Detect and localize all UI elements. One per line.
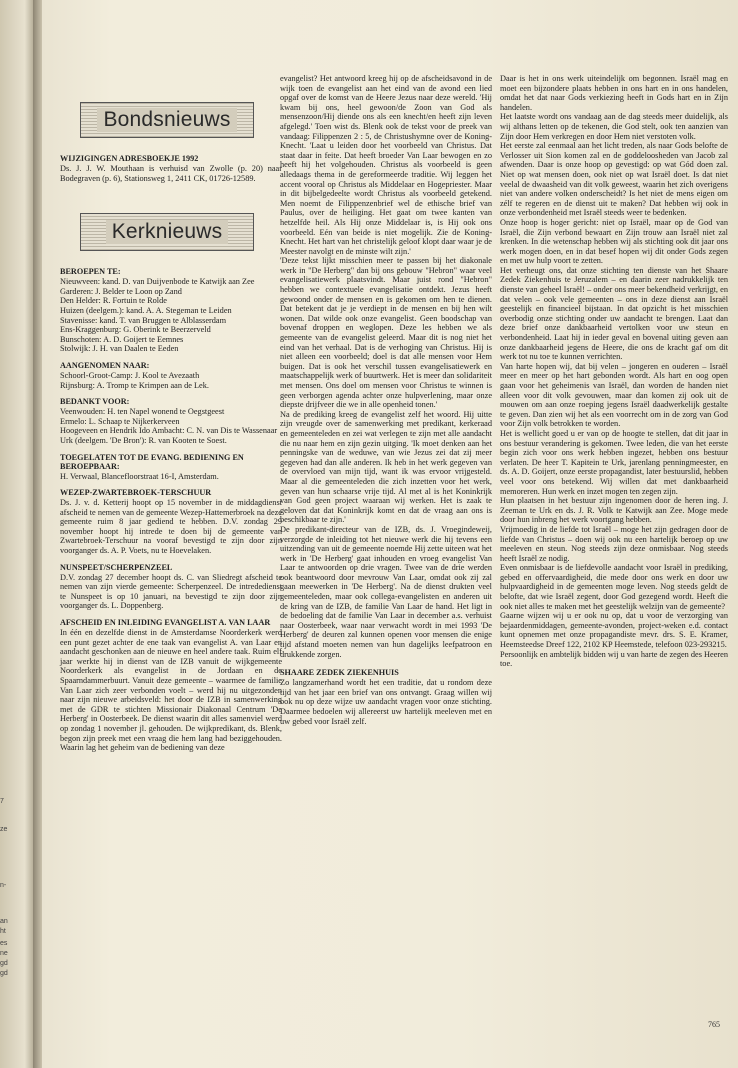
paragraph: Het verheugt ons, dat onze stichting ten dienste van het Shaare Zedek Ziekenhuis te Jeruzalem – en daarin zeer nadrukkelijk ten dienste van geheel Israël! – onder ons meer bekendheid verkrijgt, en dat velen – ook vele gemeenten – ons in deze dienst aan Israël geestelijk en financieel bijstaan. In dat opzicht is het misschien overbodig onze stichting onder uw aandacht te brengen. Laat dan deze brief onze dankbaarheid vertolken voor uw steun en verbondenheid. Laat hij in ieder geval en bovenal uiting geven aan onze dankbaarheid jegens de Heere, die ons de kracht gaf om dit werk tot nu toe te kunnen verrichten. (500, 265, 728, 362)
list-item: Huizen (deelgem.): kand. A. A. Stegeman te Leiden (60, 305, 232, 315)
prev-fragment: gd (0, 960, 8, 967)
list-item: Garderen: J. Belder te Loon op Zand (60, 286, 182, 296)
list-item: Stolwijk: J. H. van Daalen te Eeden (60, 344, 179, 354)
section-heading: AFSCHEID EN INLEIDING EVANGELIST A. VAN LAAR (60, 618, 271, 628)
section-heading: SHAARE ZEDEK ZIEKENHUIS (280, 668, 399, 678)
paragraph: De predikant-directeur van de IZB, ds. J. Vroegindeweij, verzorgde de inleiding tot het nieuwe werk die hij tevens een uitzending van uit de gemeente noemde Hij zette uiteen wat het werk in 'De Herberg' gaat inhouden en vroeg evangelist Van Laar te antwoorden op drie vragen. Twee van de drie werden ook beantwoord door mevrouw Van Laar, omdat ook zij zal gaan meewerken in 'De Herberg'. Na de dienst drukten veel gemeenteleden, maar ook collega-evangelisten en anderen uit de kring van de IZB, de familie Van Laar de hand. Het ligt in de bedoeling dat de familie Van Laar in december a.s. verhuist naar Oosterbeek, waar naar verwacht wordt in mei 1993 'De Herberg' de deuren zal kunnen openen voor mensen die enige tijd afstand moeten nemen van hun dagelijks leefpatroon en drukkende zorgen. (280, 524, 492, 659)
section-heading: AANGENOMEN NAAR: (60, 360, 150, 370)
paragraph: Het laatste wordt ons vandaag aan de dag steeds meer duidelijk, als wij althans letten op de tekenen, die God stelt, ook ten aanzien van Zijn door Hem verkregen en door Hem niet verstoten volk. (500, 112, 728, 141)
paragraph: evangelist? Het antwoord kreeg hij op de afscheidsavond in de wijk toen de evangelist aan het eind van de avond een lied opgaf over de komst van de Heere Jezus naar deze wereld. 'Hij kwam bij ons, heel gewoon/de Zoon van God als mensenzoon/Hij diende ons als een knecht/en heeft zijn leven afgelegd.' Toen wist ds. Blenk ook de tekst voor de preek van vandaag: Filippenzen 2 : 5, de Christushymne over de Koning-Knecht. 'Laat u leiden door het voorbeeld van Christus. Dat staat daar in feite. Dat heeft broeder Van Laar bewogen en zo heeft hij het volgehouden. Christus als voorbeeld is geen alledaags thema in de gereformeerde traditie. Wij leggen het accent vooral op Christus als Middelaar en Hogepriester. Maar in dit bijbelgedeelte wordt Christus als voorbeeld getekend. Men noemt de Filippenzenbrief wel de ethische brief van Paulus, over de heiliging. Het gaat om twee kanten van hetzelfde heil. Als Hij onze Middelaar is, is Hij ook ons voorbeeld. Eén van beide is niet mogelijk. Zie de Koning-Knecht. Het hart van het christelijk geloof klopt daar waar je de Meester navolgt en de minste wilt zijn.' (280, 74, 492, 256)
prev-fragment: es (0, 940, 8, 947)
paragraph: Het is wellicht goed u er van op de hoogte te stellen, dat dit jaar in ons bestuur verandering is gekomen. Twee leden, die van het eerste begin zich voor ons werk hebben ingezet, hebben ons bestuur verlaten. De heer T. Kapitein te Urk, jarenlang penningmeester, en ds. A. D. Goijert, onze eerste propagandist, later bestuurslid, hebben veel voor ons betekend. Wij willen dat met dankbaarheid memoreren. Hun werk en inzet mogen ten zegen zijn. (500, 428, 728, 496)
prev-fragment: ne (0, 950, 8, 957)
list-item: Den Helder: R. Fortuin te Rolde (60, 296, 167, 306)
paragraph: Persoonlijk en ambtelijk bidden wij u van harte de zegen des Heeren toe. (500, 649, 728, 669)
paragraph: D.V. zondag 27 december hoopt ds. C. van Sliedregt afscheid te nemen van zijn vierde gemeente: Scherpenzeel. De intrededienst te Nunspeet is op 10 januari, na bevestigd te zijn door zijn voorganger ds. L. Doppenberg. (60, 572, 282, 611)
prev-fragment: n- (0, 882, 7, 889)
paragraph: Hun plaatsen in het bestuur zijn ingenomen door de heren ing. J. Zeeman te Urk en ds. J. R. Volk te Katwijk aan Zee. Moge mede door hun inbreng het werk voortgang hebben. (500, 496, 728, 525)
kerknieuws-banner (80, 213, 254, 251)
magazine-page (42, 0, 738, 1068)
list-item: Schoorl-Groot-Camp: J. Kool te Avezaath (60, 370, 200, 380)
section-heading: TOEGELATEN TOT DE EVANG. BEDIENING EN BEROEPBAAR: (60, 452, 244, 471)
list-item: Veenwouden: H. ten Napel wonend te Oegstgeest (60, 407, 225, 417)
banner-title: Kerknieuws (106, 220, 229, 244)
list-item: Hoogeveen en Hendrik Ido Ambacht: C. N. van Dis te Wassenaar (60, 426, 278, 436)
paragraph: 'Deze tekst lijkt misschien meer te passen bij het diakonale werk in "De Herberg" dan bij ons gebouw "Hebron" waar veel evangelisatiewerk plaatsvindt. Maar juist rond "Hebron" hebben we contextuele evangelisatie ontdekt. Jezus heeft gewoond onder de mensen en is gekomen om hen te dienen. Dat betekent dat je je verdiept in de mensen en bij hen wilt wonen. Dat wilde ook onze evangelist. Geen boodschap van bovenaf droppen en weglopen. Deze les hebben we als gemeente van de evangelist geleerd. Maar dit is nog niet het eind van het verhaal. Dat is de verhoging van Christus. Hij is niet alleen een voorbeeld; doel is dat alle mensen voor Hem buigen. Dat is ook het verschil tussen evangelisatiewerk en maatschappelijk werk of buurtwerk. Het is meer dan solidariteit met mensen. Ons doel om mensen voor Christus te winnen is geen verborgen agenda achter onze hulpverlening, maar onze diepste drijfveer die we in alle openheid tonen.' (280, 256, 492, 410)
previous-page-edge (0, 0, 33, 1068)
section-heading: NUNSPEET/SCHERPENZEEL (60, 562, 173, 572)
section-heading: WEZEP-ZWARTEBROEK-TERSCHUUR (60, 488, 212, 498)
paragraph: H. Verwaal, Blancefloorstraat 16-I, Amsterdam. (60, 471, 219, 481)
paragraph: In één en dezelfde dienst in de Amsterdamse Noorderkerk werd een punt gezet achter de ene taak van evangelist A. van Laar en aandacht geschonken aan de nieuwe en heel andere taak. Ruim elf jaar werkte hij in dienst van de IZB vanuit de wijkgemeente Noorderkerk als evangelist in de Jordaan en de Spaarndammerbuurt. Vanuit deze gemeente – waarmee de familie Van Laar zich zeer verbonden voelt – werd hij nu uitgezonden naar zijn nieuwe arbeidsveld: het door de IZB in samenwerking met de GDR te stichten Missionair Diakonaal Centrum 'De Herberg' in Oosterbeek. De dienst waarin dit alles samenviel werd op zondag 1 november jl. gehouden. De wijkpredikant, ds. Blenk, begon zijn preek met een vraag die hem lang had beziggehouden. Waarin lag het geheim van de bediening van deze (60, 628, 282, 753)
bondsnieuws-banner (80, 102, 254, 138)
list-item: Urk (deelgem. 'De Bron'): R. van Kooten te Soest. (60, 435, 227, 445)
list-item: Stavenisse: kand. T. van Bruggen te Alblasserdam (60, 315, 227, 325)
paragraph: Daar is het in ons werk uiteindelijk om begonnen. Israël mag en moet een bijzondere plaats hebben in ons hart en in ons handelen, omdat het dat naar Gods verkiezing heeft in Gods hart en in Zijn handelen. (500, 74, 728, 112)
column-right (500, 74, 728, 669)
paragraph: Na de prediking kreeg de evangelist zelf het woord. Hij uitte zijn vreugde over de samenwerking met predikant, kerkeraad en gemeenteleden en zei wat verlegen te zijn met alle aandacht die nu naar hem en zijn gezin uitging. 'Ik moet denken aan het penningske van de weduwe, van wie Jezus zei dat zij meer gegeven had dan alle anderen. Ik heb in het werk gegeven van de overvloed van mijn tijd, want ik was ervoor vrijgesteld. Maar al die gemeenteleden die zich inzetten voor het werk, geven van hun schaarse vrije tijd. Al met al is het Koninkrijk van God geen project waaraan wij werken. Het is zaak te geloven dat dat Koninkrijk komt en dat de vraag aan ons is beschikbaar te zijn.' (280, 409, 492, 525)
paragraph: Gaarne wijzen wij u er ook nu op, dat u voor de verzorging van bejaardenmiddagen, gemeente-avonden, project-weken e.d. contact kunt opnemen met onze propagandiste mevr. drs. S. E. Kramer, Heemsteedse Dreef 122, 2102 KP Heemstede, telefoon 023-293215. (500, 611, 728, 650)
list-item: Bunschoten: A. D. Goijert te Eemnes (60, 334, 184, 344)
binding-gutter (33, 0, 42, 1068)
prev-fragment: 7 (0, 798, 4, 805)
paragraph: Even onmisbaar is de liefdevolle aandacht voor Israël in prediking, gebed en offervaardigheid, die mede door ons werk en door uw hulpvaardigheid in de gemeenten moge leven. Nog steeds geldt de belofte, dat wie Israël zegent, door God gezegend wordt. Heeft die ook niet alles te maken met het geestelijk welzijn van de gemeente? (500, 563, 728, 611)
prev-fragment: ze (0, 826, 8, 833)
paragraph: Ds. J. v. d. Ketterij hoopt op 15 november in de middagdienst afscheid te nemen van de gemeente Wezep-Hattemerbroek na deze gemeente ruim 8 jaar gediend te hebben. D.V. zondag 29 november hoopt hij intrede te doen bij de gemeente van Zwartebroek-Terschuur na vooraf bevestigd te zijn door zijn voorganger ds. A. P. Voets, nu te Hoevelaken. (60, 498, 282, 556)
section-heading: BEDANKT VOOR: (60, 397, 130, 407)
list-item: Rijnsburg: A. Tromp te Krimpen aan de Lek. (60, 380, 209, 390)
section-heading: BEROEPEN TE: (60, 267, 121, 277)
list-item: Nieuwveen: kand. D. van Duijvenbode te Katwijk aan Zee (60, 277, 255, 287)
list-item: Ens-Kraggenburg: G. Oberink te Beerzerveld (60, 325, 211, 335)
paragraph: Zo langzamerhand wordt het een traditie, dat u rondom deze tijd van het jaar een brief van ons ontvangt. Graag willen wij ook nu op deze wijze uw aandacht vragen voor onze stichting. Daarmee bedoelen wij allereerst uw hartelijk meeleven met en uw gebed voor Israël zelf. (280, 678, 492, 726)
paragraph: Vrijmoedig in de liefde tot Israël – moge het zijn gedragen door de liefde van Christus – doen wij ook nu een hartelijk beroep op uw meeleven en steun. Nog steeds zijn deze onmisbaar. Nog steeds heeft Israël ze nodig. (500, 524, 728, 563)
column-left (60, 102, 282, 753)
page-number: 765 (708, 1020, 720, 1029)
list-item: Ermelo: L. Schaap te Nijkerkerveen (60, 416, 180, 426)
paragraph: Het eerste zal eenmaal aan het licht treden, als naar Gods belofte de Verlosser uit Sion komen zal en de goddeloosheden van Jacob zal afwenden. Daar is onze hoop op gevestigd: op wat Gód doen zal. Niet op wat mensen doen, ook niet op wat Israël doet. Is dat niet veelal de dwaasheid van dit volk geweest, waarin het zich overigens niet van andere volken onderscheidt? Is het niet de mens eigen om zélf te regeren en de dienst uit te maken? Dat hebben wij ook in onze verbondenheid met Israël steeds weer te bedenken. (500, 141, 728, 218)
paragraph: Van harte hopen wij, dat bij velen – jongeren en ouderen – Israël meer en meer op het hart gebonden wordt. Als hart en oog open gaan voor het geheimenis van Israël, dan worden de handen niet alleen voor dit volk gevouwen, maar dan komen zij ook uit de mouwen om aan onze roeping jegens Israël daadwerkelijk gestalte te geven. Dan zien wij het als een voorrecht om in de zorg van God voor Zijn volk betrokken te worden. (500, 361, 728, 429)
section-heading: WIJZIGINGEN ADRESBOEKJE 1992 (60, 154, 199, 163)
prev-fragment: an (0, 918, 8, 925)
paragraph: Ds. J. J. W. Mouthaan is verhuisd van Zwolle (p. 20) naar Bodegraven (p. 6), Stationsweg 1, 2411 CK, 01726-12589. (60, 164, 282, 183)
prev-fragment: gd (0, 970, 8, 977)
prev-fragment: ht (0, 928, 6, 935)
paragraph: Onze hoop is hoger gericht: niet op Israël, maar op de God van Israël, die Zijn verbond bewaart en Zijn trouw aan Israël niet zal krenken. In die wetenschap hebben wij als stichting ook dit jaar ons werk mogen doen, en in dat besef hopen wij dit onder Gods zegen en met uw hulp voort te zetten. (500, 217, 728, 266)
column-middle (280, 74, 492, 726)
banner-title: Bondsnieuws (97, 108, 236, 132)
